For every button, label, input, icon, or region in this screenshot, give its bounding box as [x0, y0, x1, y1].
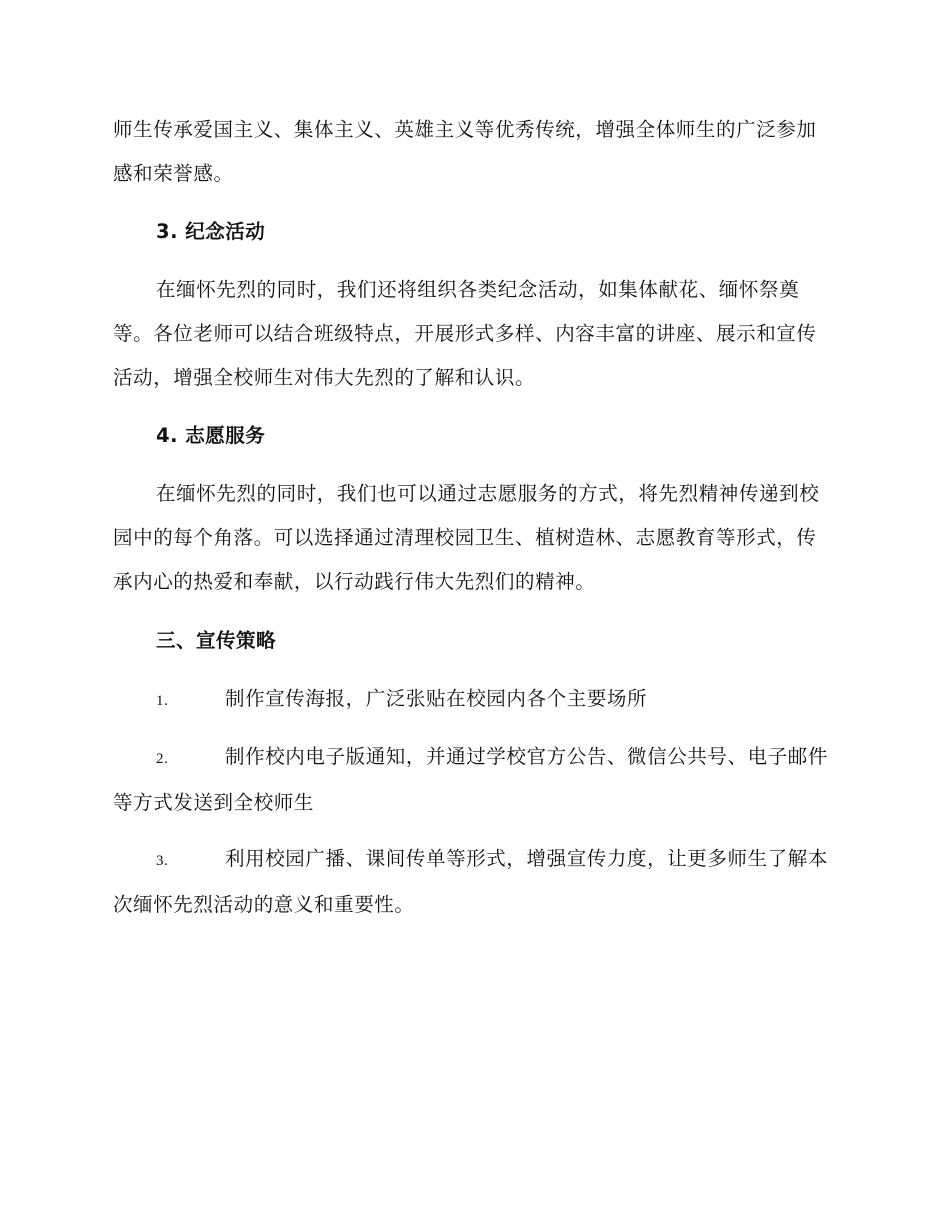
section-heading-3: 3. 纪念活动: [156, 220, 266, 243]
list-item-text: 制作校内电子版通知，并通过学校官方公告、微信公共号、电子邮件等方式发送到全校师生: [113, 745, 829, 814]
strategy-list-item: [113, 837, 833, 927]
list-item-number: 3.: [156, 853, 169, 869]
list-item-text: 利用校园广播、课间传单等形式，增强宣传力度，让更多师生了解本次缅怀先烈活动的意义和重要性。: [113, 847, 829, 916]
strategy-list-item: [113, 677, 833, 723]
list-item-text: 制作宣传海报，广泛张贴在校园内各个主要场所: [225, 687, 648, 710]
strategy-heading: 三、宣传策略: [156, 629, 277, 652]
list-item-number: 2.: [156, 751, 169, 767]
intro-paragraph: 师生传承爱国主义、集体主义、英雄主义等优秀传统，增强全体师生的广泛参加感和荣誉感。: [113, 118, 817, 185]
section-paragraph-4: 在缅怀先烈的同时，我们也可以通过志愿服务的方式，将先烈精神传递到校园中的每个角落。可以选择通过清理校园卫生、植树造林、志愿教育等形式，传承内心的热爱和奉献，以行动践行伟大先烈们的精神。: [113, 482, 820, 593]
section-paragraph-3: 在缅怀先烈的同时，我们还将组织各类纪念活动，如集体献花、缅怀祭奠等。各位老师可以结合班级特点，开展形式多样、内容丰富的讲座、展示和宣传活动，增强全校师生对伟大先烈的了解和认识。: [113, 278, 817, 389]
section-heading-4: 4. 志愿服务: [156, 424, 266, 447]
list-item-number: 1.: [156, 693, 169, 709]
strategy-list-item: [113, 735, 833, 825]
